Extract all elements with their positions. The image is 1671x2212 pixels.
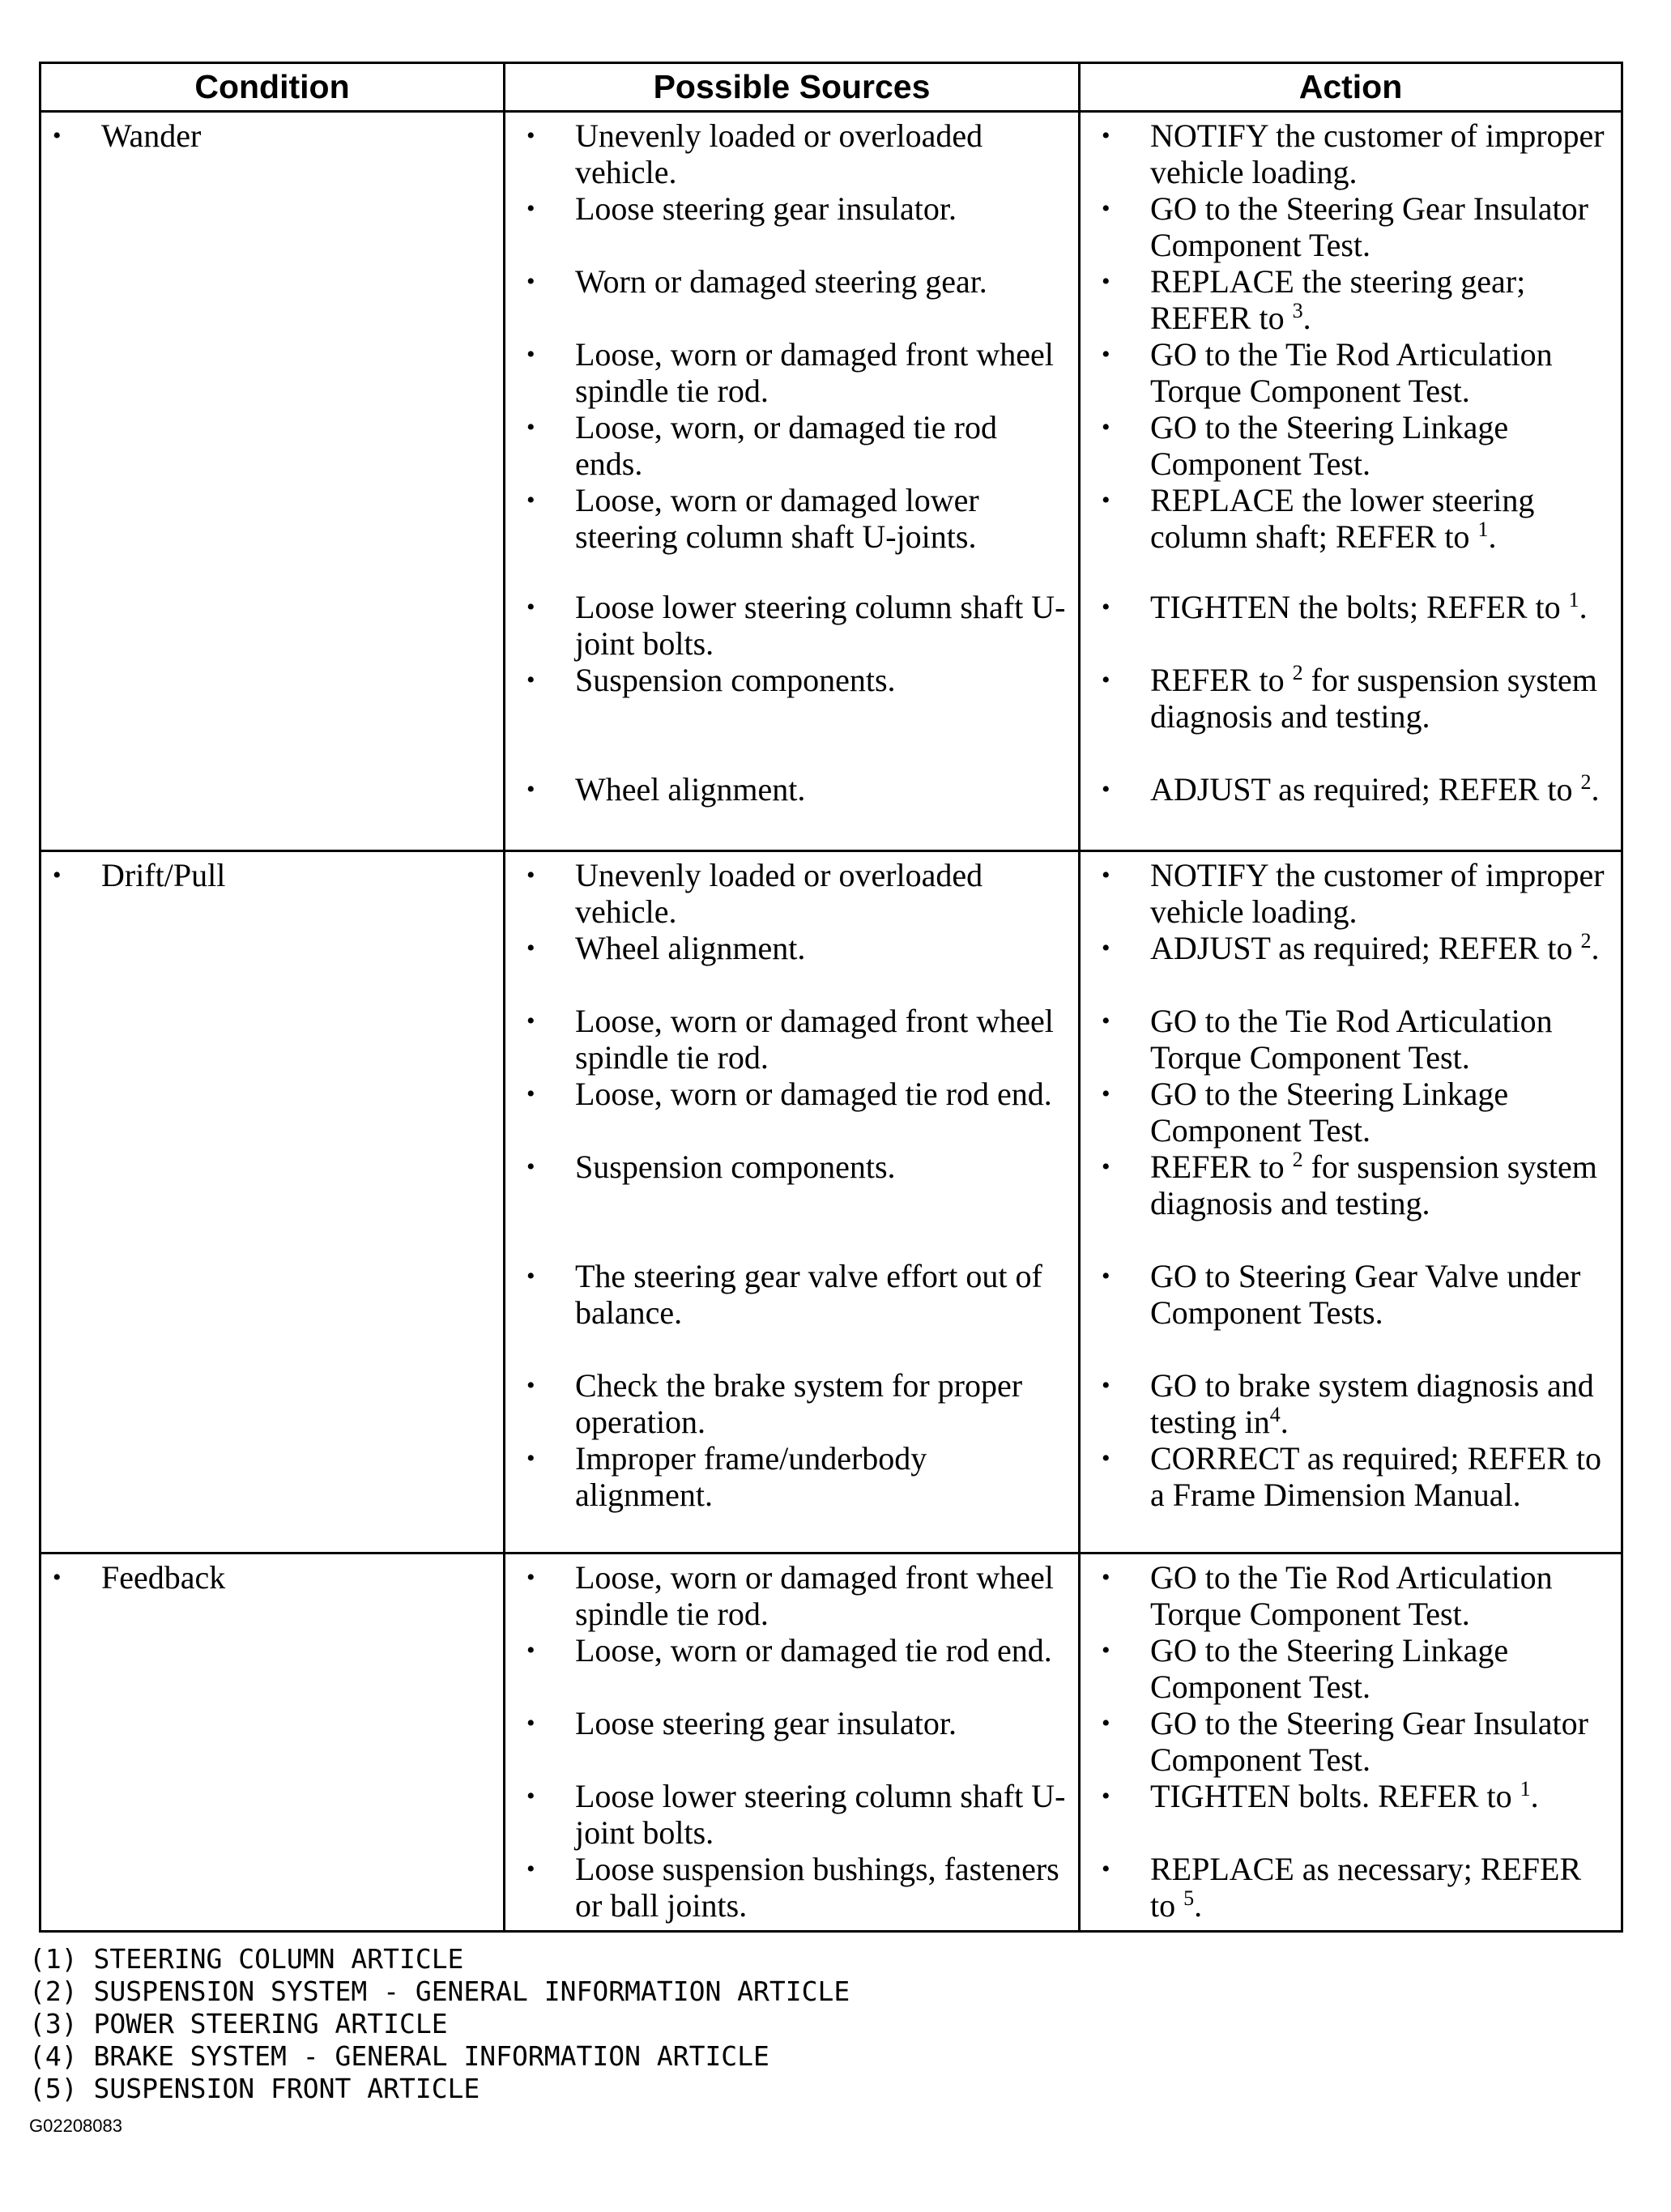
action-text: ADJUST as required; REFER to <box>1150 771 1573 808</box>
table-row-wander <box>40 112 1622 851</box>
bullet-icon: • <box>1102 1856 1110 1882</box>
source-text: Unevenly loaded or overloaded vehicle. <box>575 857 983 930</box>
table-row-feedback <box>40 1554 1622 1932</box>
diagnosis-table <box>39 62 1623 1933</box>
footnote-ref: 2 <box>1580 770 1592 794</box>
bullet-icon: • <box>1102 1263 1110 1289</box>
action-text: GO to the Steering Linkage Component Test. <box>1150 1076 1509 1149</box>
source-item <box>512 662 1072 771</box>
bullet-icon: • <box>526 122 535 149</box>
bullet-icon: • <box>1102 667 1110 693</box>
source-item <box>512 930 1072 1003</box>
source-text: Loose, worn, or damaged tie rod ends. <box>575 409 997 482</box>
action-text: GO to Steering Gear Valve under Component Tests. <box>1150 1258 1581 1331</box>
condition-text: Wander <box>101 117 202 154</box>
action-item <box>1087 409 1614 482</box>
footnote-line: (3) POWER STEERING ARTICLE <box>29 2008 448 2039</box>
bullet-icon: • <box>526 1564 535 1591</box>
source-text: Loose, worn or damaged front wheel spindle tie rod. <box>575 336 1054 409</box>
bullet-icon: • <box>53 122 62 149</box>
condition-item <box>48 857 497 893</box>
action-tail: . <box>1591 930 1600 966</box>
source-item <box>512 1632 1072 1705</box>
action-item <box>1087 117 1614 190</box>
source-text: Loose, worn or damaged front wheel spindle tie rod. <box>575 1003 1054 1076</box>
bullet-icon: • <box>526 862 535 889</box>
bullet-icon: • <box>526 1080 535 1107</box>
action-tail: . <box>1530 1778 1539 1814</box>
footnote-ref: 2 <box>1292 661 1303 684</box>
source-text: Improper frame/underbody alignment. <box>575 1440 927 1513</box>
bullet-icon: • <box>1102 1153 1110 1180</box>
source-item <box>512 117 1072 190</box>
action-item <box>1087 263 1614 336</box>
action-text: REFER to <box>1150 1149 1285 1185</box>
source-item <box>512 1076 1072 1149</box>
bullet-icon: • <box>526 268 535 295</box>
footnote-line: (1) STEERING COLUMN ARTICLE <box>29 1943 464 1975</box>
bullet-icon: • <box>1102 776 1110 803</box>
bullet-icon: • <box>1102 1372 1110 1399</box>
action-item <box>1087 1003 1614 1076</box>
condition-item <box>48 117 497 154</box>
action-tail: . <box>1488 518 1497 555</box>
action-text: REFER to <box>1150 662 1285 698</box>
footnote-line: (5) SUSPENSION FRONT ARTICLE <box>29 2073 480 2104</box>
bullet-icon: • <box>526 487 535 514</box>
action-item <box>1087 1778 1614 1851</box>
source-text: The steering gear valve effort out of balance. <box>575 1258 1042 1331</box>
header-action: Action <box>1080 63 1622 112</box>
bullet-icon: • <box>1102 594 1110 620</box>
action-tail: . <box>1302 300 1311 336</box>
action-cell <box>1080 851 1622 1554</box>
bullet-icon: • <box>1102 862 1110 889</box>
footnote-ref: 2 <box>1580 929 1592 953</box>
action-text: GO to the Steering Linkage Component Test. <box>1150 1632 1509 1705</box>
source-item <box>512 1258 1072 1367</box>
source-item <box>512 1149 1072 1258</box>
bullet-icon: • <box>1102 1783 1110 1809</box>
action-tail: . <box>1579 589 1588 625</box>
action-text: GO to the Tie Rod Articulation Torque Component Test. <box>1150 336 1553 409</box>
footnote-ref: 3 <box>1292 299 1303 322</box>
footnote-ref: 1 <box>1520 1777 1531 1801</box>
action-text: GO to brake system diagnosis and testing in <box>1150 1367 1594 1440</box>
source-item <box>512 263 1072 336</box>
action-item <box>1087 857 1614 930</box>
action-text: NOTIFY the customer of improper vehicle loading. <box>1150 117 1605 190</box>
action-item <box>1087 1149 1614 1258</box>
bullet-icon: • <box>1102 1564 1110 1591</box>
source-item <box>512 1367 1072 1440</box>
source-text: Loose, worn or damaged tie rod end. <box>575 1076 1052 1112</box>
bullet-icon: • <box>526 1372 535 1399</box>
bullet-icon: • <box>526 1856 535 1882</box>
bullet-icon: • <box>526 667 535 693</box>
footnote-ref: 5 <box>1183 1886 1195 1910</box>
bullet-icon: • <box>1102 1080 1110 1107</box>
action-text: REPLACE the lower steering column shaft; REFER to <box>1150 482 1535 555</box>
bullet-icon: • <box>526 1710 535 1737</box>
bullet-icon: • <box>1102 1445 1110 1472</box>
header-possible-sources: Possible Sources <box>505 63 1080 112</box>
action-text: CORRECT as required; REFER to a Frame Dimension Manual. <box>1150 1440 1602 1513</box>
source-text: Loose lower steering column shaft U-joint bolts. <box>575 1778 1066 1851</box>
footnote-ref: 4 <box>1269 1403 1281 1426</box>
condition-cell <box>40 851 505 1554</box>
source-item <box>512 771 1072 808</box>
action-item <box>1087 1440 1614 1513</box>
bullet-icon: • <box>526 1783 535 1809</box>
action-text: ADJUST as required; REFER to <box>1150 930 1573 966</box>
action-item <box>1087 482 1614 589</box>
header-row <box>40 63 1622 112</box>
bullet-icon: • <box>526 594 535 620</box>
action-item <box>1087 1367 1614 1440</box>
bullet-icon: • <box>1102 1710 1110 1737</box>
source-item <box>512 190 1072 263</box>
condition-text: Drift/Pull <box>101 857 226 893</box>
source-text: Loose steering gear insulator. <box>575 1705 957 1741</box>
source-item <box>512 589 1072 662</box>
action-item <box>1087 1705 1614 1778</box>
source-text: Loose suspension bushings, fasteners or ball joints. <box>575 1851 1059 1924</box>
source-item <box>512 1778 1072 1851</box>
source-text: Unevenly loaded or overloaded vehicle. <box>575 117 983 190</box>
footnote-line: (2) SUSPENSION SYSTEM - GENERAL INFORMATION ARTICLE <box>29 1975 850 2007</box>
action-tail: . <box>1194 1887 1203 1924</box>
condition-cell <box>40 112 505 851</box>
action-item <box>1087 662 1614 771</box>
action-item <box>1087 1258 1614 1367</box>
action-text: GO to the Tie Rod Articulation Torque Component Test. <box>1150 1559 1553 1632</box>
header-condition: Condition <box>40 63 505 112</box>
source-item <box>512 1705 1072 1778</box>
sources-cell <box>505 112 1080 851</box>
action-text: REPLACE the steering gear; REFER to <box>1150 263 1526 336</box>
bullet-icon: • <box>526 1153 535 1180</box>
condition-item <box>48 1559 497 1596</box>
condition-text: Feedback <box>101 1559 226 1596</box>
figure-id: G02208083 <box>29 2116 122 2136</box>
bullet-icon: • <box>1102 487 1110 514</box>
source-text: Loose, worn or damaged front wheel spindle tie rod. <box>575 1559 1054 1632</box>
footnote-ref: 1 <box>1477 518 1489 541</box>
footnote-ref: 1 <box>1568 588 1579 612</box>
bullet-icon: • <box>1102 1637 1110 1664</box>
action-text: TIGHTEN bolts. REFER to <box>1150 1778 1512 1814</box>
bullet-icon: • <box>53 862 62 889</box>
source-item <box>512 482 1072 589</box>
action-item <box>1087 1851 1614 1924</box>
action-item <box>1087 771 1614 808</box>
source-text: Loose steering gear insulator. <box>575 190 957 227</box>
footnote-line: (4) BRAKE SYSTEM - GENERAL INFORMATION ARTICLE <box>29 2040 769 2072</box>
action-item <box>1087 190 1614 263</box>
source-text: Suspension components. <box>575 662 896 698</box>
action-cell <box>1080 1554 1622 1932</box>
action-item <box>1087 1632 1614 1705</box>
table-row-drift-pull <box>40 851 1622 1554</box>
source-item <box>512 1003 1072 1076</box>
footnote-ref: 2 <box>1292 1148 1303 1171</box>
source-item <box>512 1559 1072 1632</box>
bullet-icon: • <box>526 195 535 222</box>
action-text: GO to the Steering Linkage Component Test. <box>1150 409 1509 482</box>
bullet-icon: • <box>526 341 535 368</box>
condition-cell <box>40 1554 505 1932</box>
footnotes <box>29 1943 850 2105</box>
bullet-icon: • <box>1102 341 1110 368</box>
bullet-icon: • <box>53 1564 62 1591</box>
action-tail: . <box>1280 1404 1289 1440</box>
source-item <box>512 1440 1072 1513</box>
bullet-icon: • <box>526 414 535 441</box>
action-item <box>1087 1559 1614 1632</box>
action-item <box>1087 930 1614 1003</box>
action-tail: for suspension system diagnosis and testing. <box>1150 662 1597 735</box>
sources-cell <box>505 851 1080 1554</box>
action-text: GO to the Steering Gear Insulator Component Test. <box>1150 190 1588 263</box>
action-item <box>1087 336 1614 409</box>
bullet-icon: • <box>1102 1008 1110 1034</box>
bullet-icon: • <box>526 1263 535 1289</box>
action-text: NOTIFY the customer of improper vehicle loading. <box>1150 857 1605 930</box>
source-text: Loose, worn or damaged lower steering column shaft U-joints. <box>575 482 979 555</box>
bullet-icon: • <box>1102 935 1110 961</box>
action-cell <box>1080 112 1622 851</box>
bullet-icon: • <box>1102 195 1110 222</box>
bullet-icon: • <box>526 1008 535 1034</box>
action-text: REPLACE as necessary; REFER to <box>1150 1851 1582 1924</box>
source-text: Wheel alignment. <box>575 930 806 966</box>
action-item <box>1087 1076 1614 1149</box>
source-text: Check the brake system for proper operation. <box>575 1367 1023 1440</box>
bullet-icon: • <box>526 1445 535 1472</box>
bullet-icon: • <box>1102 268 1110 295</box>
action-tail: for suspension system diagnosis and testing. <box>1150 1149 1597 1221</box>
action-text: GO to the Tie Rod Articulation Torque Component Test. <box>1150 1003 1553 1076</box>
bullet-icon: • <box>1102 414 1110 441</box>
sources-cell <box>505 1554 1080 1932</box>
source-text: Loose, worn or damaged tie rod end. <box>575 1632 1052 1669</box>
source-item <box>512 1851 1072 1924</box>
bullet-icon: • <box>526 776 535 803</box>
source-item <box>512 857 1072 930</box>
action-tail: . <box>1591 771 1600 808</box>
bullet-icon: • <box>526 935 535 961</box>
source-item <box>512 336 1072 409</box>
source-text: Worn or damaged steering gear. <box>575 263 987 300</box>
source-text: Loose lower steering column shaft U-joint bolts. <box>575 589 1066 662</box>
bullet-icon: • <box>1102 122 1110 149</box>
source-text: Suspension components. <box>575 1149 896 1185</box>
source-item <box>512 409 1072 482</box>
bullet-icon: • <box>526 1637 535 1664</box>
action-text: TIGHTEN the bolts; REFER to <box>1150 589 1561 625</box>
source-text: Wheel alignment. <box>575 771 806 808</box>
action-text: GO to the Steering Gear Insulator Component Test. <box>1150 1705 1588 1778</box>
action-item <box>1087 589 1614 662</box>
